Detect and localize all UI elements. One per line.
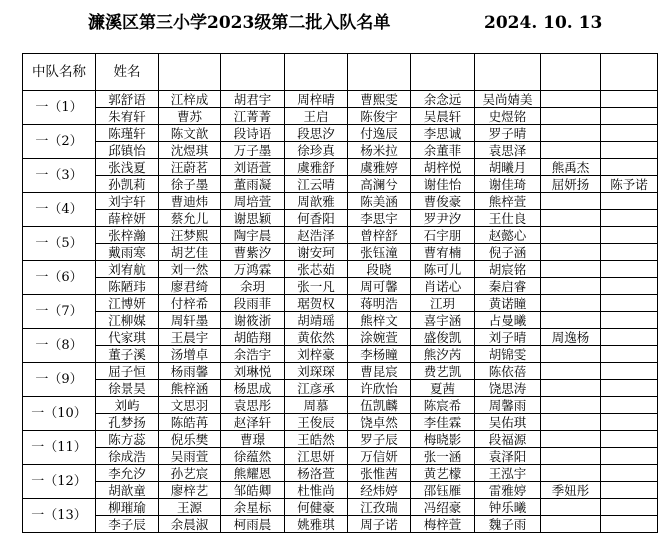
- student-name-cell: 余念远: [411, 91, 475, 108]
- table-row: [23, 380, 658, 397]
- student-name-cell: 沈煜琪: [159, 142, 221, 159]
- student-name-cell: 江思妍: [285, 448, 348, 465]
- student-name-cell: 万子墨: [221, 142, 285, 159]
- student-name-cell: 陈方蕊: [96, 431, 159, 448]
- squad-label: 一（2）: [23, 125, 96, 159]
- student-name-cell: 文思羽: [159, 397, 221, 414]
- student-name-cell: 喜宇涵: [411, 312, 475, 329]
- student-name-cell: 陈可儿: [411, 261, 475, 278]
- student-name-cell: 梅晓影: [411, 431, 475, 448]
- header-empty-cell: [348, 54, 411, 91]
- student-name-cell: 袁思彤: [221, 397, 285, 414]
- student-name-cell: 陈美涵: [348, 193, 411, 210]
- student-name-cell: 刘宇轩: [96, 193, 159, 210]
- table-row: [23, 448, 658, 465]
- header-squad: 中队名称: [23, 54, 96, 91]
- empty-cell: [541, 363, 601, 380]
- student-name-cell: 万鸿霖: [221, 261, 285, 278]
- student-name-cell: 王皓然: [285, 431, 348, 448]
- student-name-cell: 屈妍扬: [541, 176, 601, 193]
- student-name-cell: 史煜铭: [475, 108, 541, 125]
- student-name-cell: 熊禹杰: [541, 159, 601, 176]
- empty-cell: [541, 261, 601, 278]
- student-name-cell: 袁思泽: [475, 142, 541, 159]
- empty-cell: [541, 431, 601, 448]
- student-name-cell: 汪蔚茗: [159, 159, 221, 176]
- table-row: [23, 227, 658, 244]
- empty-cell: [541, 193, 601, 210]
- student-name-cell: 冯绍豪: [411, 499, 475, 516]
- header-empty-cell: [221, 54, 285, 91]
- student-name-cell: 薛梓妍: [96, 210, 159, 227]
- student-name-cell: 余浩宇: [221, 346, 285, 363]
- student-name-cell: 李思宇: [348, 210, 411, 227]
- student-name-cell: 陈文歆: [159, 125, 221, 142]
- student-name-cell: 饶思涛: [475, 380, 541, 397]
- student-name-cell: 熊耀恩: [221, 465, 285, 482]
- student-name-cell: 王源: [159, 499, 221, 516]
- student-name-cell: 邵钰雁: [411, 482, 475, 499]
- student-name-cell: 熊梓萱: [475, 193, 541, 210]
- squad-label: 一（10）: [23, 397, 96, 431]
- empty-cell: [541, 380, 601, 397]
- student-name-cell: 夏茜: [411, 380, 475, 397]
- student-name-cell: 陈瑾轩: [96, 125, 159, 142]
- squad-label: 一（6）: [23, 261, 96, 295]
- empty-cell: [601, 414, 658, 431]
- student-name-cell: 董雨凝: [221, 176, 285, 193]
- empty-cell: [601, 261, 658, 278]
- student-name-cell: 虞雅舒: [285, 159, 348, 176]
- squad-label: 一（7）: [23, 295, 96, 329]
- student-name-cell: 陈皓苒: [159, 414, 221, 431]
- student-name-cell: 周梓晴: [285, 91, 348, 108]
- table-row: [23, 499, 658, 516]
- student-name-cell: 秦启睿: [475, 278, 541, 295]
- student-name-cell: 段晓: [348, 261, 411, 278]
- empty-cell: [601, 516, 658, 533]
- student-name-cell: 吴晨轩: [411, 108, 475, 125]
- roster-body: [23, 91, 658, 533]
- student-name-cell: 刘一然: [159, 261, 221, 278]
- student-name-cell: 许欣怡: [348, 380, 411, 397]
- student-name-cell: 曹俊豪: [411, 193, 475, 210]
- empty-cell: [601, 108, 658, 125]
- empty-cell: [601, 142, 658, 159]
- student-name-cell: 熊汐芮: [411, 346, 475, 363]
- student-name-cell: 徐子墨: [159, 176, 221, 193]
- empty-cell: [601, 431, 658, 448]
- student-name-cell: 钟乐曦: [475, 499, 541, 516]
- student-name-cell: 刘屿: [96, 397, 159, 414]
- empty-cell: [541, 108, 601, 125]
- student-name-cell: 周歆雅: [285, 193, 348, 210]
- empty-cell: [601, 448, 658, 465]
- student-name-cell: 杨思成: [221, 380, 285, 397]
- student-name-cell: 曹苏: [159, 108, 221, 125]
- student-name-cell: 邹皓卿: [221, 482, 285, 499]
- empty-cell: [601, 329, 658, 346]
- empty-cell: [601, 244, 658, 261]
- student-name-cell: 黄诺瞳: [475, 295, 541, 312]
- squad-label: 一（8）: [23, 329, 96, 363]
- student-name-cell: 姚雅琪: [285, 516, 348, 533]
- empty-cell: [601, 312, 658, 329]
- squad-label: 一（12）: [23, 465, 96, 499]
- empty-cell: [601, 295, 658, 312]
- student-name-cell: 罗子晴: [475, 125, 541, 142]
- table-row: [23, 261, 658, 278]
- student-name-cell: 吴雨萱: [159, 448, 221, 465]
- student-name-cell: 陈依蓓: [475, 363, 541, 380]
- student-name-cell: 余星标: [221, 499, 285, 516]
- empty-cell: [601, 397, 658, 414]
- student-name-cell: 倪子涵: [475, 244, 541, 261]
- student-name-cell: 刘琛琛: [285, 363, 348, 380]
- student-name-cell: 石宇朋: [411, 227, 475, 244]
- student-name-cell: 曾梓舒: [348, 227, 411, 244]
- table-row: [23, 397, 658, 414]
- empty-cell: [601, 278, 658, 295]
- student-name-cell: 徐蕴然: [221, 448, 285, 465]
- empty-cell: [601, 125, 658, 142]
- squad-label: 一（1）: [23, 91, 96, 125]
- student-name-cell: 费艺凯: [411, 363, 475, 380]
- student-name-cell: 廖君绮: [159, 278, 221, 295]
- empty-cell: [541, 499, 601, 516]
- table-row: [23, 125, 658, 142]
- student-name-cell: 李杨瞳: [348, 346, 411, 363]
- empty-cell: [541, 448, 601, 465]
- student-name-cell: 黄依然: [285, 329, 348, 346]
- student-name-cell: 代家琪: [96, 329, 159, 346]
- student-name-cell: 倪乐樊: [159, 431, 221, 448]
- student-name-cell: 谢佳琦: [475, 176, 541, 193]
- empty-cell: [601, 363, 658, 380]
- table-row: [23, 312, 658, 329]
- student-name-cell: 谢佳怡: [411, 176, 475, 193]
- header-empty-cell: [285, 54, 348, 91]
- table-row: [23, 295, 658, 312]
- student-name-cell: 黄艺檬: [411, 465, 475, 482]
- student-name-cell: 万信妍: [348, 448, 411, 465]
- table-row: [23, 414, 658, 431]
- student-name-cell: 段诗语: [221, 125, 285, 142]
- header-names: 姓名: [96, 54, 159, 91]
- student-name-cell: 季妞彤: [541, 482, 601, 499]
- empty-cell: [541, 278, 601, 295]
- empty-cell: [541, 465, 601, 482]
- student-name-cell: 董子溪: [96, 346, 159, 363]
- student-name-cell: 胡梓悦: [411, 159, 475, 176]
- student-name-cell: 廖梓艺: [159, 482, 221, 499]
- empty-cell: [601, 499, 658, 516]
- student-name-cell: 杨雨馨: [159, 363, 221, 380]
- empty-cell: [541, 244, 601, 261]
- student-name-cell: 经炜婷: [348, 482, 411, 499]
- squad-label: 一（3）: [23, 159, 96, 193]
- student-name-cell: 戴雨寒: [96, 244, 159, 261]
- table-row: [23, 142, 658, 159]
- student-name-cell: 袁泽阳: [475, 448, 541, 465]
- student-name-cell: 胡锦雯: [475, 346, 541, 363]
- student-name-cell: 陈俊宇: [348, 108, 411, 125]
- student-name-cell: 余晨淑: [159, 516, 221, 533]
- student-name-cell: 蒋明浩: [348, 295, 411, 312]
- header-empty-cell: [159, 54, 221, 91]
- table-row: [23, 363, 658, 380]
- student-name-cell: 周可馨: [348, 278, 411, 295]
- student-name-cell: 琚贺权: [285, 295, 348, 312]
- squad-label: 一（9）: [23, 363, 96, 397]
- student-name-cell: 虞雅婷: [348, 159, 411, 176]
- roster-table: [22, 53, 658, 533]
- student-name-cell: 饶卓然: [348, 414, 411, 431]
- student-name-cell: 付梓希: [159, 295, 221, 312]
- table-row: [23, 516, 658, 533]
- squad-label: 一（5）: [23, 227, 96, 261]
- student-name-cell: 曹熙雯: [348, 91, 411, 108]
- student-name-cell: 高澜兮: [348, 176, 411, 193]
- student-name-cell: 李允汐: [96, 465, 159, 482]
- student-name-cell: 伍凯麟: [348, 397, 411, 414]
- document-title: 濂溪区第三小学2023级第二批入队名单: [88, 13, 391, 33]
- table-row: [23, 193, 658, 210]
- student-name-cell: 赵泽轩: [221, 414, 285, 431]
- header-empty-cell: [475, 54, 541, 91]
- empty-cell: [541, 346, 601, 363]
- student-name-cell: 刘语萱: [221, 159, 285, 176]
- student-name-cell: 江玥: [411, 295, 475, 312]
- student-name-cell: 江博妍: [96, 295, 159, 312]
- student-name-cell: 李子辰: [96, 516, 159, 533]
- student-name-cell: 江梓成: [159, 91, 221, 108]
- table-row: [23, 329, 658, 346]
- student-name-cell: 刘子晴: [475, 329, 541, 346]
- header-empty-cell: [411, 54, 475, 91]
- empty-cell: [541, 210, 601, 227]
- student-name-cell: 蔡允儿: [159, 210, 221, 227]
- student-name-cell: 陈予诺: [601, 176, 658, 193]
- student-name-cell: 熊梓文: [348, 312, 411, 329]
- student-name-cell: 柯雨晨: [221, 516, 285, 533]
- student-name-cell: 段福源: [475, 431, 541, 448]
- document-date: 2024. 10. 13: [484, 13, 603, 33]
- student-name-cell: 江菁菁: [221, 108, 285, 125]
- student-name-cell: 谢筱浙: [221, 312, 285, 329]
- header-empty-cell: [601, 54, 658, 91]
- empty-cell: [541, 414, 601, 431]
- table-row: [23, 244, 658, 261]
- table-row: [23, 482, 658, 499]
- student-name-cell: 谢思颖: [221, 210, 285, 227]
- student-name-cell: 徐景昊: [96, 380, 159, 397]
- student-name-cell: 周轩墨: [159, 312, 221, 329]
- student-name-cell: 赵懿心: [475, 227, 541, 244]
- table-row: [23, 431, 658, 448]
- student-name-cell: 杜惟尚: [285, 482, 348, 499]
- student-name-cell: 周逸杨: [541, 329, 601, 346]
- student-name-cell: 胡曦月: [475, 159, 541, 176]
- student-name-cell: 段雨菲: [221, 295, 285, 312]
- table-row: [23, 465, 658, 482]
- student-name-cell: 魏子雨: [475, 516, 541, 533]
- empty-cell: [541, 312, 601, 329]
- squad-label: 一（4）: [23, 193, 96, 227]
- empty-cell: [541, 227, 601, 244]
- student-name-cell: 屈子恒: [96, 363, 159, 380]
- student-name-cell: 熊梓涵: [159, 380, 221, 397]
- student-name-cell: 余玥: [221, 278, 285, 295]
- student-name-cell: 徐珍真: [285, 142, 348, 159]
- empty-cell: [601, 210, 658, 227]
- student-name-cell: 汪梦熙: [159, 227, 221, 244]
- student-name-cell: 江云晴: [285, 176, 348, 193]
- student-name-cell: 周馨雨: [475, 397, 541, 414]
- table-row: [23, 108, 658, 125]
- student-name-cell: 郭舒语: [96, 91, 159, 108]
- student-name-cell: 雷雅婷: [475, 482, 541, 499]
- student-name-cell: 张钰潼: [348, 244, 411, 261]
- student-name-cell: 王俊辰: [285, 414, 348, 431]
- student-name-cell: 张浅夏: [96, 159, 159, 176]
- student-name-cell: 徐成浩: [96, 448, 159, 465]
- student-name-cell: 吴尚婧美: [475, 91, 541, 108]
- student-name-cell: 刘梓豪: [285, 346, 348, 363]
- empty-cell: [601, 193, 658, 210]
- student-name-cell: 孔梦扬: [96, 414, 159, 431]
- student-name-cell: 周培萱: [221, 193, 285, 210]
- empty-cell: [541, 142, 601, 159]
- student-name-cell: 曹璟: [221, 431, 285, 448]
- student-name-cell: 孙艺宸: [159, 465, 221, 482]
- empty-cell: [601, 482, 658, 499]
- squad-label: 一（11）: [23, 431, 96, 465]
- student-name-cell: 张梓瀚: [96, 227, 159, 244]
- student-name-cell: 刘琳悦: [221, 363, 285, 380]
- student-name-cell: 曹迪炜: [159, 193, 221, 210]
- student-name-cell: 曹宥楠: [411, 244, 475, 261]
- empty-cell: [601, 465, 658, 482]
- student-name-cell: 肖诺心: [411, 278, 475, 295]
- student-name-cell: 余董菲: [411, 142, 475, 159]
- student-name-cell: 杨米拉: [348, 142, 411, 159]
- student-name-cell: 江彦承: [285, 380, 348, 397]
- student-name-cell: 王泓宇: [475, 465, 541, 482]
- empty-cell: [541, 125, 601, 142]
- student-name-cell: 王启: [285, 108, 348, 125]
- student-name-cell: 胡宸铭: [475, 261, 541, 278]
- student-name-cell: 胡靖瑶: [285, 312, 348, 329]
- empty-cell: [601, 380, 658, 397]
- student-name-cell: 胡歆童: [96, 482, 159, 499]
- student-name-cell: 杨洛萱: [285, 465, 348, 482]
- student-name-cell: 陈陋玮: [96, 278, 159, 295]
- student-name-cell: 汤增卓: [159, 346, 221, 363]
- empty-cell: [541, 91, 601, 108]
- student-name-cell: 周子诺: [348, 516, 411, 533]
- student-name-cell: 张芯茹: [285, 261, 348, 278]
- student-name-cell: 柳璀瑜: [96, 499, 159, 516]
- student-name-cell: 邱镇怡: [96, 142, 159, 159]
- student-name-cell: 谢安珂: [285, 244, 348, 261]
- table-row: [23, 91, 658, 108]
- student-name-cell: 胡皓翔: [221, 329, 285, 346]
- student-name-cell: 胡君宇: [221, 91, 285, 108]
- student-name-cell: 陶宇晨: [221, 227, 285, 244]
- table-row: [23, 278, 658, 295]
- student-name-cell: 梅梓萱: [411, 516, 475, 533]
- student-name-cell: 赵浩泽: [285, 227, 348, 244]
- empty-cell: [601, 227, 658, 244]
- student-name-cell: 罗尹汐: [411, 210, 475, 227]
- student-name-cell: 江柳媒: [96, 312, 159, 329]
- table-row: [23, 210, 658, 227]
- student-name-cell: 张一凡: [285, 278, 348, 295]
- squad-label: 一（13）: [23, 499, 96, 533]
- student-name-cell: 段思汐: [285, 125, 348, 142]
- student-name-cell: 孙凯莉: [96, 176, 159, 193]
- empty-cell: [601, 159, 658, 176]
- student-name-cell: 朱宥轩: [96, 108, 159, 125]
- student-name-cell: 周慕: [285, 397, 348, 414]
- student-name-cell: 何健豪: [285, 499, 348, 516]
- header-empty-cell: [541, 54, 601, 91]
- student-name-cell: 曹紫汐: [221, 244, 285, 261]
- student-name-cell: 曹昆宸: [348, 363, 411, 380]
- student-name-cell: 刘宥航: [96, 261, 159, 278]
- empty-cell: [541, 295, 601, 312]
- table-row: [23, 346, 658, 363]
- student-name-cell: 张惟茜: [348, 465, 411, 482]
- table-row: [23, 176, 658, 193]
- student-name-cell: 罗子辰: [348, 431, 411, 448]
- student-name-cell: 付逸辰: [348, 125, 411, 142]
- student-name-cell: 李思诚: [411, 125, 475, 142]
- empty-cell: [541, 397, 601, 414]
- table-row: [23, 159, 658, 176]
- student-name-cell: 胡艺佳: [159, 244, 221, 261]
- student-name-cell: 王晨宇: [159, 329, 221, 346]
- student-name-cell: 李佳霖: [411, 414, 475, 431]
- student-name-cell: 盛俊凯: [411, 329, 475, 346]
- student-name-cell: 涂婉萱: [348, 329, 411, 346]
- student-name-cell: 陈宸希: [411, 397, 475, 414]
- header-row: [23, 54, 658, 91]
- empty-cell: [541, 516, 601, 533]
- student-name-cell: 何香阳: [285, 210, 348, 227]
- empty-cell: [601, 91, 658, 108]
- student-name-cell: 张一涵: [411, 448, 475, 465]
- student-name-cell: 吴佑琪: [475, 414, 541, 431]
- student-name-cell: 占曼曦: [475, 312, 541, 329]
- empty-cell: [601, 346, 658, 363]
- student-name-cell: 王仕良: [475, 210, 541, 227]
- student-name-cell: 江孜瑞: [348, 499, 411, 516]
